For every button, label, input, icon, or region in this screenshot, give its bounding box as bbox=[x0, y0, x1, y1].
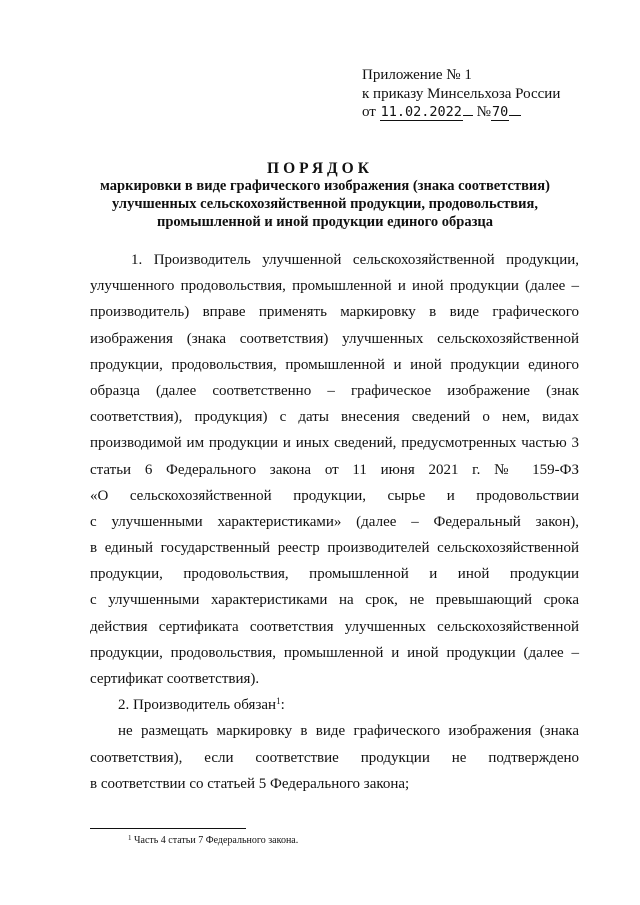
paragraph-1-line: действия сертификата соответствия улучшенных сельскохозяйственной bbox=[90, 618, 579, 635]
footnote-divider bbox=[90, 828, 246, 829]
paragraph-1-line: в единый государственный реестр производителей сельскохозяйственной bbox=[90, 540, 579, 557]
appendix-order-ref: к приказу Минсельхоза России bbox=[362, 85, 561, 102]
appendix-date: 11.02.2022 bbox=[380, 104, 462, 120]
paragraph-3-line: не размещать маркировку в виде графического изображения (знака bbox=[118, 723, 579, 740]
document-subtitle bbox=[90, 177, 560, 231]
appendix-block bbox=[362, 66, 560, 122]
paragraph-3-line: в соответствии со статьей 5 Федерального закона; bbox=[90, 775, 410, 792]
paragraph-3-line: соответствия), если соответствие продукции не подтверждено bbox=[90, 749, 579, 766]
appendix-date-line bbox=[362, 103, 560, 122]
document-title: ПОРЯДОК bbox=[267, 160, 373, 177]
subtitle-line: маркировки в виде графического изображения (знака соответствия) bbox=[100, 178, 550, 194]
footnote-mark: 1 bbox=[128, 834, 132, 842]
footnote bbox=[128, 835, 298, 846]
document-body bbox=[90, 247, 579, 797]
subtitle-line: промышленной и иной продукции единого образца bbox=[156, 214, 494, 230]
paragraph-1-line: с улучшенными характеристиками» (далее – Федеральный закон), bbox=[90, 513, 579, 530]
paragraph-1-line: с улучшенными характеристиками на срок, не превышающий срока bbox=[90, 592, 579, 609]
footnote-ref: 1 bbox=[276, 696, 281, 707]
appendix-title: Приложение № 1 bbox=[362, 67, 472, 83]
paragraph-1-line: продукции, продовольствия, промышленной и иной продукции единого bbox=[90, 356, 579, 373]
paragraph-2-text: 2. Производитель обязан bbox=[118, 697, 277, 714]
paragraph-1-line: продукции, продовольствия, промышленной и иной продукции (далее – bbox=[90, 644, 579, 661]
appendix-number: 70 bbox=[491, 104, 509, 120]
paragraph-1-line: образца (далее соответственно – графическое изображение (знак bbox=[90, 382, 579, 399]
paragraph-1-line: статьи 6 Федерального закона от 11 июня 2021 г. № 159-ФЗ bbox=[90, 461, 579, 478]
paragraph-2 bbox=[90, 692, 579, 718]
paragraph-1-line: изображения (знака соответствия) улучшенных сельскохозяйственной bbox=[90, 330, 579, 347]
appendix-number-sign: № bbox=[476, 104, 491, 120]
subtitle-line: улучшенных сельскохозяйственной продукции, продовольствия, bbox=[112, 196, 538, 212]
appendix-date-prefix: от bbox=[362, 104, 376, 120]
paragraph-1-line: соответствия), продукция) с даты внесения сведений о нем, видах bbox=[90, 409, 579, 426]
paragraph-1-line: 1. Производитель улучшенной сельскохозяйственной продукции, bbox=[131, 252, 579, 268]
footnote-text: Часть 4 статьи 7 Федерального закона. bbox=[134, 835, 299, 846]
paragraph-2-colon: : bbox=[280, 697, 285, 714]
paragraph-1-line: «О сельскохозяйственной продукции, сырье и продовольствии bbox=[90, 487, 579, 504]
paragraph-1-line: продукции, продовольствия, промышленной и иной продукции bbox=[90, 566, 579, 583]
paragraph-1-line: сертификат соответствия). bbox=[90, 671, 260, 687]
paragraph-1-line: производитель) вправе применять маркировку в виде графического bbox=[90, 304, 579, 321]
paragraph-1-line: улучшенного продовольствия, промышленной и иной продукции (далее – bbox=[90, 278, 579, 295]
date-underline bbox=[463, 115, 473, 116]
number-underline bbox=[509, 115, 521, 116]
paragraph-1-line: производимой им продукции и иных сведений, предусмотренных частью 3 bbox=[90, 435, 579, 452]
